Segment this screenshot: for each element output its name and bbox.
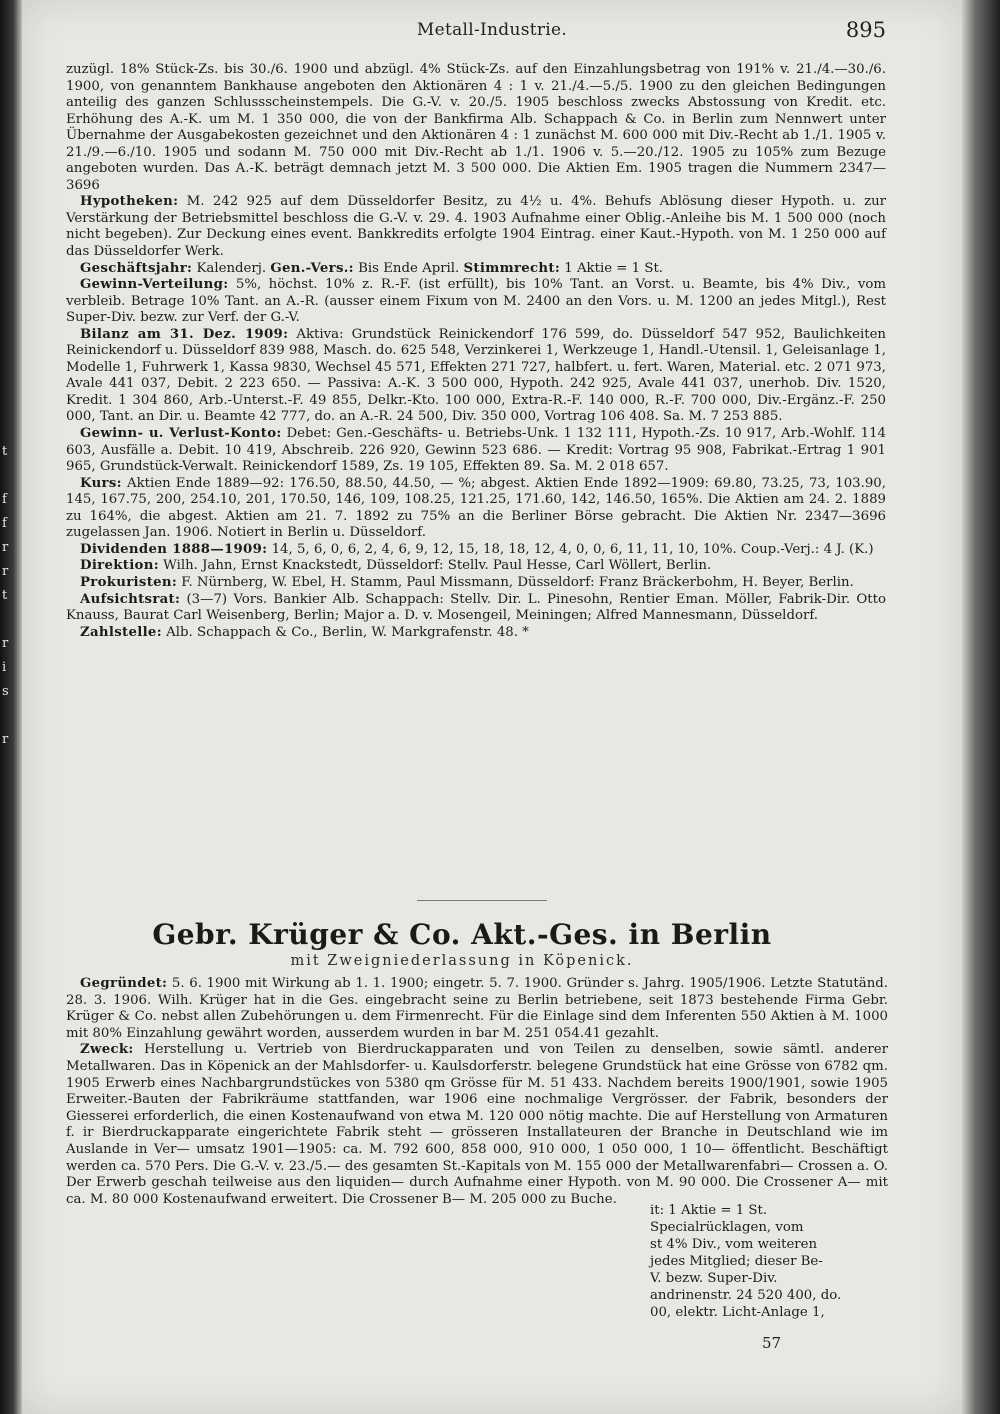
supervisory-board-paragraph	[66, 592, 886, 625]
supervisory-board-label: Aufsichtsrat:	[80, 591, 181, 607]
general-meeting-label: Gen.-Vers.:	[270, 260, 354, 276]
balance-sheet-label: Bilanz am 31. Dez. 1909:	[80, 326, 289, 342]
fragment-line: it: 1 Aktie = 1 St.	[650, 1203, 768, 1218]
paying-agent-paragraph	[66, 625, 886, 642]
profit-loss-label: Gewinn- u. Verlust-Konto:	[80, 426, 282, 442]
dividends-label: Dividenden 1888—1909:	[80, 541, 268, 557]
entry-metallwerk-body	[66, 62, 886, 641]
scan-right-edge	[962, 0, 1000, 1414]
proxies-label: Prokuristen:	[80, 574, 178, 590]
entry-krueger-body	[66, 976, 888, 1208]
fragment-page-number: 57	[762, 1334, 782, 1352]
fiscal-year-label: Geschäftsjahr:	[80, 260, 193, 276]
fragment-line: st 4% Div., vom weiteren	[650, 1237, 818, 1252]
supervisory-board-text: (3—7) Vors. Bankier Alb. Schappach: Stellv. Dir. L. Pinesohn, Rentier Eman. Möller, Fabrik-Dir. Otto Knauss, Baurat Carl Weisenberg, Berlin; Major a. D. v. Mosengeil, Meiningen; Alfred Mannesmann, Düsseldorf.	[66, 591, 886, 624]
company-title: Gebr. Krüger & Co. Akt.-Ges. in Berlin	[152, 918, 772, 951]
fragment-line: Specialrücklagen, vom	[650, 1220, 804, 1235]
company-subtitle: mit Zweigniederlassung in Köpenick.	[290, 953, 634, 969]
fiscal-year-text: Kalenderj.	[192, 260, 271, 276]
general-meeting-text: Bis Ende April.	[353, 260, 464, 276]
management-text: Wilh. Jahn, Ernst Knackstedt, Düsseldorf: Stellv. Paul Hesse, Carl Wöllert, Berlin.	[158, 558, 712, 574]
voting-right-text: 1 Aktie = 1 St.	[560, 260, 664, 276]
section-divider	[417, 900, 547, 901]
purpose-label: Zweck:	[80, 1042, 134, 1058]
fragment-line: V. bezw. Super-Div.	[650, 1271, 778, 1286]
profit-distribution-text: 5%, höchst. 10% z. R.-F. (ist erfüllt), bis 10% Tant. an Vorst. u. Beamte, bis 4% Div., vom verbleib. Betrage 10% Tant. an A.-R. (ausser einem Fixum von M. 2400 an den Vors. u. M. 1200 an jedes Mitgl.), Rest Super-Div. bezw. zur Verf. der G.-V.	[66, 277, 886, 326]
fiscal-year-paragraph	[66, 261, 886, 278]
mortgage-label: Hypotheken:	[80, 194, 179, 210]
overlapping-page-fragment	[650, 1202, 890, 1321]
purpose-paragraph	[66, 1042, 888, 1208]
fragment-line: 00, elektr. Licht-Anlage 1,	[650, 1305, 825, 1320]
share-price-paragraph	[66, 476, 886, 542]
voting-right-label: Stimmrecht:	[463, 260, 561, 276]
balance-sheet-paragraph	[66, 327, 886, 426]
profit-distribution-label: Gewinn-Verteilung:	[80, 277, 229, 293]
paying-agent-label: Zahlstelle:	[80, 624, 162, 640]
company-heading	[22, 918, 902, 969]
mortgage-paragraph	[66, 194, 886, 260]
founded-label: Gegründet:	[80, 976, 168, 991]
mortgage-text: M. 242 925 auf dem Düsseldorfer Besitz, zu 4½ u. 4%. Behufs Ablösung dieser Hypoth. u. zur Verstärkung der Betriebsmittel beschloss die G.-V. v. 29. 4. 1903 Aufnahme einer Oblig.-Anleihe bis M. 1 500 000 (noch nicht begeben). Zur Deckung eines event. Bankkredits erfolgte 1904 Eintrag. einer Kaut.-Hypoth. von M. 1 250 000 auf das Düsseldorfer Werk.	[66, 194, 886, 260]
page-header	[22, 20, 962, 50]
capital-history-paragraph	[66, 62, 886, 194]
share-price-text: Aktien Ende 1889—92: 176.50, 88.50, 44.50, — %; abgest. Aktien Ende 1892—1909: 69.80, 73.25, 73, 103.90, 145, 167.75, 200, 254.10, 201, 170.50, 146, 109, 108.25, 121.25, 171.60, 142, 146.50, 165%. Die Aktien am 24. 2. 1889 zu 164%, die abgest. Aktien am 21. 7. 1892 zu 75% an die Berliner Börse gebracht. Die Aktien Nr. 2347—3696 zugelassen Jan. 1906. Notiert in Berlin u. Düsseldorf.	[66, 475, 886, 541]
profit-loss-text: Debet: Gen.-Geschäfts- u. Betriebs-Unk. 1 132 111, Hypoth.-Zs. 10 917, Arb.-Wohlf. 114 603, Ausfälle a. Debit. 10 419, Abschreib. 226 920, Gewinn 523 686. — Kredit: Vortrag 95 908, Fabrikat.-Ertrag 1 901 965, Grundstück-Verwalt. Reinickendorf 1589, Zs. 19 105, Effekten 89. Sa. M. 2 018 657.	[66, 426, 886, 475]
page-number: 895	[845, 18, 886, 42]
proxies-paragraph	[66, 575, 886, 592]
profit-distribution-paragraph	[66, 277, 886, 327]
book-page	[22, 0, 962, 1414]
margin-marks: t f f r r t r i s r	[2, 444, 9, 747]
proxies-text: F. Nürnberg, W. Ebel, H. Stamm, Paul Missmann, Düsseldorf: Franz Bräckerbohm, H. Beyer, Berlin.	[177, 574, 854, 590]
capital-history-text: zuzügl. 18% Stück-Zs. bis 30./6. 1900 und abzügl. 4% Stück-Zs. auf den Einzahlungsbetrag von 191% v. 21./4.—30./6. 1900, von genanntem Bankhause angeboten den Aktionären 4 : 1 v. 21./4.—5./5. 1900 zu den gleichen Bedingungen anteilig des ganzen Schlussscheinstempels. Die G.-V. v. 20./5. 1905 beschloss zwecks Abstossung von Kredit. etc. Erhöhung des A.-K. um M. 1 350 000, die von der Bankfirma Alb. Schappach & Co. in Berlin zum Nennwert unter Übernahme der Ausgabekosten gezeichnet und den Aktionären 4 : 1 zunächst M. 600 000 mit Div.-Recht ab 1./1. 1905 v. 21./9.—6./10. 1905 und sodann M. 750 000 mit Div.-Recht ab 1./1. 1906 v. 5.—20./12. 1905 zu 105% zum Bezuge angeboten wurden. Das A.-K. beträgt demnach jetzt M. 3 500 000. Die Aktien Em. 1905 tragen die Nummern 2347—3696	[66, 62, 886, 193]
paying-agent-text: Alb. Schappach & Co., Berlin, W. Markgrafenstr. 48. *	[161, 624, 529, 640]
management-paragraph	[66, 558, 886, 575]
management-label: Direktion:	[80, 558, 159, 574]
running-title: Metall-Industrie.	[416, 20, 568, 40]
founded-text: 5. 6. 1900 mit Wirkung ab 1. 1. 1900; eingetr. 5. 7. 1900. Gründer s. Jahrg. 1905/1906. Letzte Statutänd. 28. 3. 1906. Wilh. Krüger hat in die Ges. eingebracht seine zu Berlin betriebene, seit 1873 bestehende Firma Gebr. Krüger & Co. nebst allen Zubehörungen u. dem Firmenrecht. Für die Einlage sind dem Inferenten 550 Aktien à M. 1000 mit 80% Einzahlung gewährt worden, ausserdem wurden in bar M. 251 054.41 gezahlt.	[66, 976, 888, 1041]
dividends-text: 14, 5, 6, 0, 6, 2, 4, 6, 9, 12, 15, 18, 18, 12, 4, 0, 0, 6, 11, 11, 10, 10%. Coup.-Verj.: 4 J. (K.)	[267, 541, 874, 557]
fragment-line: jedes Mitglied; dieser Be-	[650, 1254, 823, 1269]
profit-loss-paragraph	[66, 426, 886, 476]
dividends-paragraph	[66, 542, 886, 559]
purpose-text: Herstellung u. Vertrieb von Bierdruckapparaten und von Teilen zu denselben, sowie sämtl. anderer Metallwaren. Das in Köpenick an der Mahlsdorfer- u. Kaulsdorferstr. belegene Grundstück hat eine Grösse von 6782 qm. 1905 Erwerb eines Nachbargrundstückes von 5380 qm Grösse für M. 51 433. Nachdem bereits 1900/1901, sowie 1905 Erweiter.-Bauten der Fabrikräume stattfanden, war 1906 eine nochmalige Vergrösser. der Fabrik, besonders der Giesserei erforderlich, die einen Kostenaufwand von etwa M. 120 000 nötig machte. Die auf Herstellung von Armaturen f. ir Bierdruckapparate eingerichtete Fabrik steht — grösseren Installateuren der Branche in Deutschland wie im Auslande in Ver— umsatz 1901—1905: ca. M. 792 600, 858 000, 910 000, 1 050 000, 1 10— öffentlicht. Beschäftigt werden ca. 570 Pers. Die G.-V. v. 23./5.— des gesamten St.-Kapitals von M. 155 000 der Metallwarenfabri— Crossen a. O. Der Erwerb geschah teilweise aus den liquiden— durch Aufnahme einer Hypoth. von M. 90 000. Die Crossener A— mit ca. M. 80 000 Kostenaufwand erweitert. Die Crossener B— M. 205 000 zu Buche.	[66, 1042, 888, 1207]
fragment-line: andrinenstr. 24 520 400, do.	[650, 1288, 842, 1303]
balance-sheet-text: Aktiva: Grundstück Reinickendorf 176 599, do. Düsseldorf 547 952, Baulichkeiten Reinickendorf u. Düsseldorf 839 988, Masch. do. 625 548, Verzinkerei 1, Werkzeuge 1, Handl.-Utensil. 1, Geleisanlage 1, Modelle 1, Fuhrwerk 1, Kassa 9830, Wechsel 45 571, Effekten 271 727, halbfert. u. fert. Waren, Material. etc. 2 071 973, Avale 441 037, Debit. 2 223 650. — Passiva: A.-K. 3 500 000, Hypoth. 242 925, Avale 441 037, unerhob. Div. 1520, Kredit. 1 304 860, Arb.-Unterst.-F. 49 855, Delkr.-Kto. 100 000, Extra-R.-F. 140 000, R.-F. 700 000, Div.-Ergänz.-F. 250 000, Tant. an Dir. u. Beamte 42 777, do. an A.-R. 24 500, Div. 350 000, Vortrag 106 408. Sa. M. 7 253 885.	[66, 326, 886, 425]
founded-paragraph	[66, 976, 888, 1042]
share-price-label: Kurs:	[80, 475, 122, 491]
